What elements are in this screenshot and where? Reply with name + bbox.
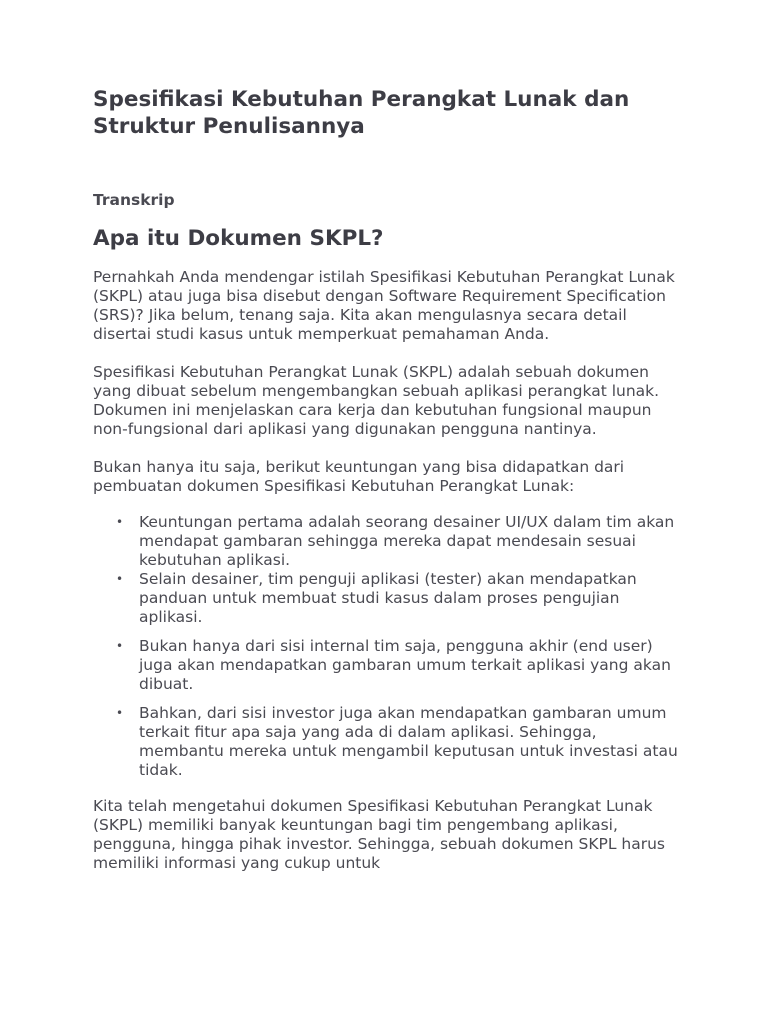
paragraph-intro: Pernahkah Anda mendengar istilah Spesifikasi Kebutuhan Perangkat Lunak (SKPL) atau juga bisa disebut dengan Software Requirement Specification (SRS)? Jika belum, tenang saja. Kita akan mengulasnya secara detail disertai studi kasus untuk memperkuat pemahaman Anda.	[93, 268, 675, 343]
bullet-icon: •	[116, 515, 124, 529]
list-item-text: Bahkan, dari sisi investor juga akan mendapatkan gambaran umum terkait fitur apa saja yang ada di dalam aplikasi. Sehingga, membantu mereka untuk mengambil keputusan untuk investasi atau tidak.	[139, 704, 678, 779]
list-item-text: Selain desainer, tim penguji aplikasi (tester) akan mendapatkan panduan untuk membuat studi kasus dalam proses pengujian aplikasi.	[139, 570, 637, 626]
paragraph-definition: Spesifikasi Kebutuhan Perangkat Lunak (SKPL) adalah sebuah dokumen yang dibuat sebelum mengembangkan sebuah aplikasi perangkat lunak. Dokumen ini menjelaskan cara kerja dan kebutuhan fungsional maupun non-fungsional dari aplikasi yang digunakan pengguna nantinya.	[93, 363, 660, 438]
list-item	[116, 570, 683, 627]
bullet-icon: •	[116, 706, 124, 720]
benefits-list	[93, 513, 683, 780]
document-page	[93, 86, 683, 873]
list-item-text: Bukan hanya dari sisi internal tim saja, pengguna akhir (end user) juga akan mendapatkan gambaran umum terkait aplikasi yang akan dibuat.	[139, 637, 671, 693]
paragraph-benefits-intro: Bukan hanya itu saja, berikut keuntungan yang bisa didapatkan dari pembuatan dokumen Spesifikasi Kebutuhan Perangkat Lunak:	[93, 458, 625, 495]
section-label-transkrip: Transkrip	[93, 191, 175, 209]
section-heading: Apa itu Dokumen SKPL?	[93, 226, 384, 251]
list-item-text: Keuntungan pertama adalah seorang desainer UI/UX dalam tim akan mendapat gambaran sehingga mereka dapat mendesain sesuai kebutuhan aplikasi.	[139, 513, 675, 569]
list-item	[116, 513, 683, 570]
bullet-icon: •	[116, 639, 124, 653]
paragraph-closing: Kita telah mengetahui dokumen Spesifikasi Kebutuhan Perangkat Lunak (SKPL) memiliki banyak keuntungan bagi tim pengembang aplikasi, pengguna, hingga pihak investor. Sehingga, sebuah dokumen SKPL harus memiliki informasi yang cukup untuk	[93, 797, 666, 872]
bullet-icon: •	[116, 572, 124, 586]
document-title: Spesifikasi Kebutuhan Perangkat Lunak dan Struktur Penulisannya	[93, 87, 630, 139]
list-item	[116, 704, 683, 780]
list-item	[116, 637, 683, 694]
